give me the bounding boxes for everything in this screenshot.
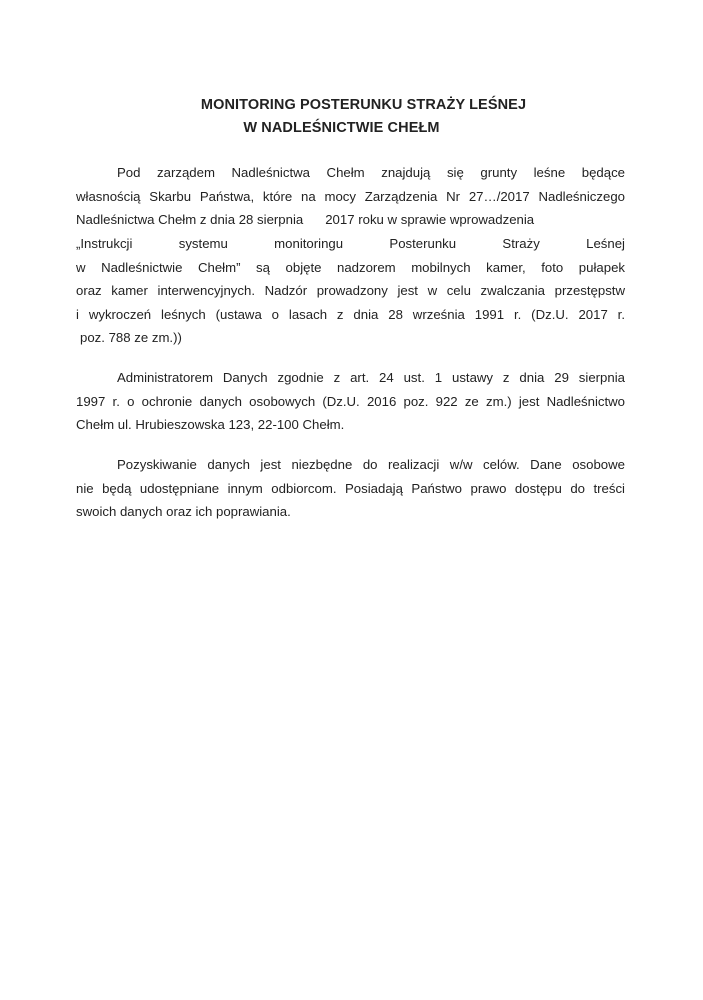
paragraph-line: Pod zarządem Nadleśnictwa Chełm znajdują się grunty leśne będące [117,165,625,180]
paragraph-line: poz. 788 ze zm.)) [80,330,182,345]
paragraph-line: „Instrukcji systemu monitoringu Posterunku Straży Leśnej [76,236,625,251]
document-title-line-2: W NADLEŚNICTWIE CHEŁM [243,120,440,136]
paragraph-line: Pozyskiwanie danych jest niezbędne do realizacji w/w celów. Dane osobowe [117,457,625,472]
paragraph-line: i wykroczeń leśnych (ustawa o lasach z dnia 28 września 1991 r. (Dz.U. 2017 r. [76,307,625,322]
paragraph-line: 1997 r. o ochronie danych osobowych (Dz.U. 2016 poz. 922 ze zm.) jest Nadleśnictwo [76,394,625,409]
paragraph-line: Chełm ul. Hrubieszowska 123, 22-100 Chełm. [76,417,345,432]
paragraph-line: swoich danych oraz ich poprawiania. [76,504,291,519]
paragraph-line: w Nadleśnictwie Chełm” są objęte nadzorem mobilnych kamer, foto pułapek [76,260,625,275]
document-title-line-1: MONITORING POSTERUNKU STRAŻY LEŚNEJ [200,97,527,113]
paragraph-line: Nadleśnictwa Chełm z dnia 28 sierpnia 2017 roku w sprawie wprowadzenia [76,212,535,227]
paragraph-line: nie będą udostępniane innym odbiorcom. Posiadają Państwo prawo dostępu do treści [76,481,625,496]
paragraph-line: Administratorem Danych zgodnie z art. 24 ust. 1 ustawy z dnia 29 sierpnia [117,370,625,385]
paragraph-line: własnością Skarbu Państwa, które na mocy Zarządzenia Nr 27…/2017 Nadleśniczego [76,189,625,204]
paragraph-line: oraz kamer interwencyjnych. Nadzór prowadzony jest w celu zwalczania przestępstw [76,283,625,298]
